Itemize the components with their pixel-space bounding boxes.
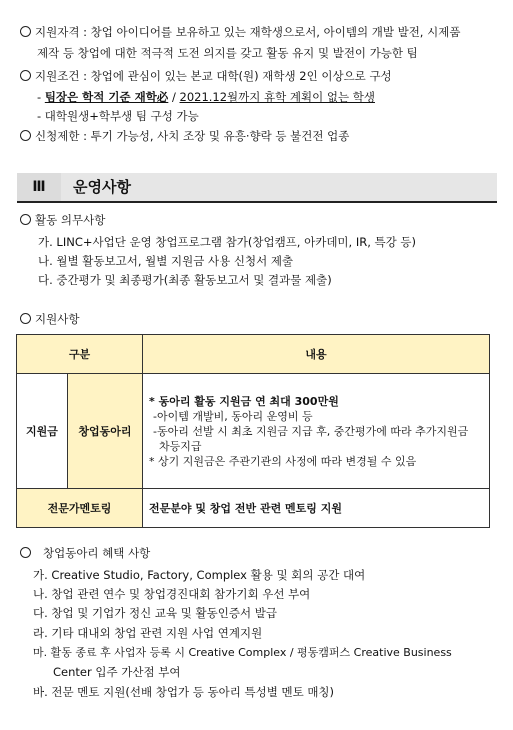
duties-heading bbox=[20, 212, 105, 228]
qualification-line-2: 제작 등 창업에 대한 적극적 도전 의지를 갖고 활동 유지 및 발전이 가능한 팀 bbox=[37, 46, 418, 60]
team-rule-line: - 대학원생+학부생 팀 구성 가능 bbox=[37, 109, 199, 123]
leader-rule-line bbox=[37, 89, 375, 105]
duties-item: 나. 월별 활동보고서, 월별 지원금 사용 신청서 제출 bbox=[38, 254, 294, 268]
header-category: 구분 bbox=[17, 335, 143, 374]
table-row bbox=[17, 489, 490, 528]
dash-marker: - bbox=[37, 90, 45, 104]
duties-item: 다. 중간평가 및 최종평가(최종 활동보고서 및 결과물 제출) bbox=[38, 273, 332, 287]
content-line: -아이템 개발비, 동아리 운영비 등 bbox=[153, 409, 313, 423]
content-line: * 동아리 활동 지원금 연 최대 300만원 bbox=[149, 394, 339, 408]
row1-category: 지원금 bbox=[17, 374, 68, 489]
row1-content bbox=[143, 374, 490, 489]
benefit-item: 마. 활동 종료 후 사업자 등록 시 Creative Complex / 평동캠퍼스 Creative Business bbox=[33, 646, 452, 659]
row2-category: 전문가멘토링 bbox=[17, 489, 143, 528]
content-line: 차등지급 bbox=[159, 439, 202, 453]
leave-rule-text: 2021.12월까지 휴학 계획이 없는 학생 bbox=[179, 90, 375, 104]
row2-content: 전문분야 및 창업 전반 관련 멘토링 지원 bbox=[143, 489, 490, 528]
circle-bullet-icon bbox=[20, 70, 31, 81]
benefits-heading-text: 창업동아리 혜택 사항 bbox=[43, 546, 151, 560]
duties-item: 가. LINC+사업단 운영 창업프로그램 참가(창업캠프, 아카데미, IR, 특강 등) bbox=[38, 235, 417, 249]
content-line: * 상기 지원금은 주관기관의 사정에 따라 변경될 수 있음 bbox=[149, 454, 417, 468]
circle-bullet-icon bbox=[20, 130, 31, 141]
restriction-text: 신청제한 : 투기 가능성, 사치 조장 및 유흥·향락 등 불건전 업종 bbox=[35, 129, 350, 143]
header-content: 내용 bbox=[143, 335, 490, 374]
condition-text: 지원조건 : 창업에 관심이 있는 본교 대학(원) 재학생 2인 이상으로 구성 bbox=[35, 69, 392, 83]
restriction-line bbox=[20, 128, 349, 144]
circle-bullet-icon bbox=[20, 214, 31, 225]
rule-separator: / bbox=[168, 90, 180, 104]
qualification-text: 지원자격 : 창업 아이디어를 보유하고 있는 재학생으로서, 아이템의 개발 발전, 시제품 bbox=[35, 25, 461, 39]
table-header-row bbox=[17, 335, 490, 374]
circle-bullet-icon bbox=[20, 547, 31, 558]
benefits-heading bbox=[20, 545, 150, 561]
condition-line bbox=[20, 68, 392, 84]
benefit-item: 라. 기타 대내외 창업 관련 지원 사업 연계지원 bbox=[33, 626, 263, 640]
section-header bbox=[17, 173, 497, 203]
support-heading bbox=[20, 311, 79, 327]
benefit-item: 다. 창업 및 기업가 정신 교육 및 활동인증서 발급 bbox=[33, 606, 277, 620]
leader-rule-text: 팀장은 학적 기준 재학必 bbox=[44, 90, 169, 104]
circle-bullet-icon bbox=[20, 26, 31, 37]
section-title: 운영사항 bbox=[73, 178, 131, 196]
qualification-line-1 bbox=[20, 24, 460, 40]
benefit-item: 바. 전문 멘토 지원(선배 창업가 등 동아리 특성별 멘토 매칭) bbox=[33, 685, 335, 699]
duties-heading-text: 활동 의무사항 bbox=[35, 213, 106, 227]
benefit-item-continued: Center 입주 가산점 부여 bbox=[53, 665, 181, 679]
benefit-item: 나. 창업 관련 연수 및 창업경진대회 참가기회 우선 부여 bbox=[33, 587, 311, 601]
content-line: -동아리 선발 시 최초 지원금 지급 후, 중간평가에 따라 추가지원금 bbox=[153, 424, 469, 438]
table-row bbox=[17, 374, 490, 489]
support-table bbox=[16, 334, 490, 528]
circle-bullet-icon bbox=[20, 313, 31, 324]
benefit-item: 가. Creative Studio, Factory, Complex 활용 및 회의 공간 대여 bbox=[33, 568, 366, 582]
support-heading-text: 지원사항 bbox=[35, 312, 80, 326]
section-number: Ⅲ bbox=[17, 173, 61, 201]
row1-subcategory: 창업동아리 bbox=[68, 374, 143, 489]
